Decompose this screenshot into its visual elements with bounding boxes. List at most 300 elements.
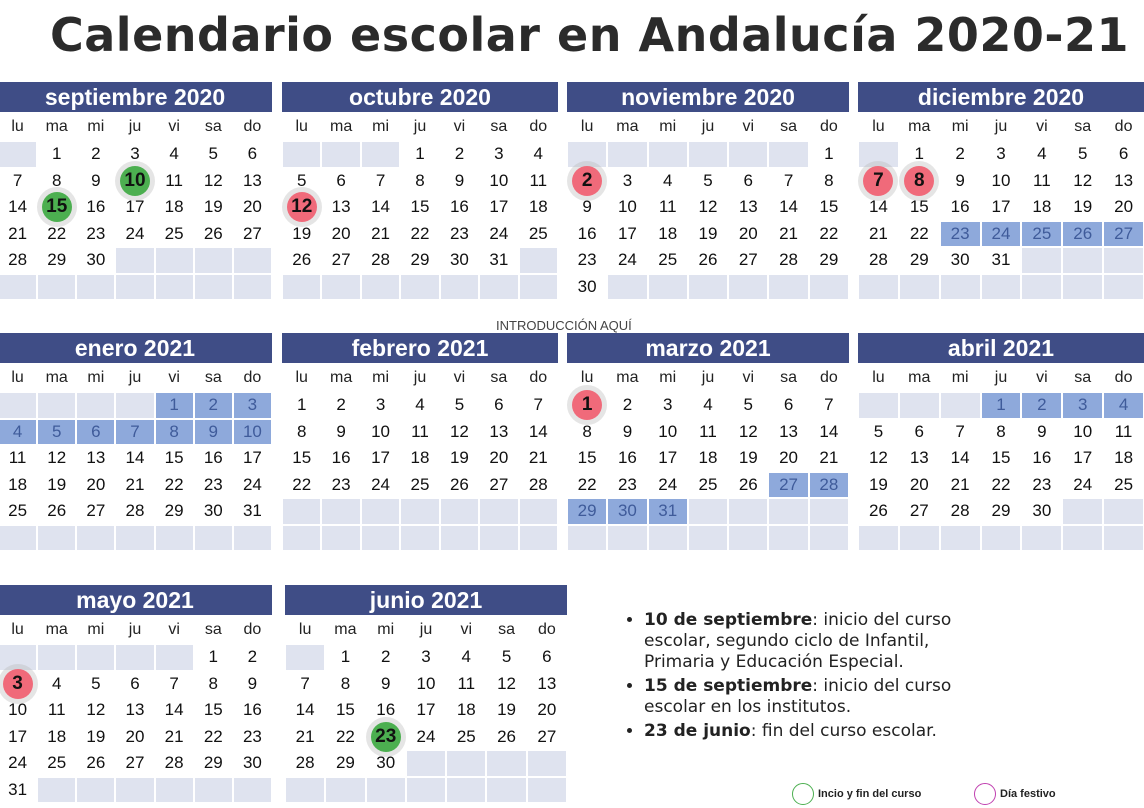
day-cell — [37, 724, 76, 751]
day-number: 25 — [410, 474, 430, 494]
day-cell — [194, 419, 233, 446]
day-number: 3 — [130, 144, 140, 164]
month-header: junio 2021 — [285, 585, 567, 615]
day-number: 10 — [416, 673, 436, 693]
day-cell — [728, 221, 768, 248]
empty-cell — [0, 141, 37, 168]
day-number: 9 — [336, 421, 346, 441]
day-cell — [361, 194, 400, 221]
day-number: 12 — [868, 448, 888, 468]
day-number: 30 — [1032, 501, 1052, 521]
day-number: 18 — [1114, 448, 1134, 468]
day-number: 10 — [658, 421, 678, 441]
day-number: 24 — [416, 726, 436, 746]
day-number: 19 — [47, 474, 67, 494]
weekday-label: sa — [1074, 117, 1092, 135]
day-cell — [0, 724, 37, 751]
day-cell — [285, 671, 325, 698]
day-number: 1 — [51, 144, 62, 164]
empty-cell — [446, 750, 486, 777]
empty-cell — [115, 392, 154, 419]
weekday-label: ma — [45, 117, 68, 135]
month-header: febrero 2021 — [282, 333, 558, 363]
day-cell — [519, 168, 558, 195]
empty-cell — [519, 274, 558, 301]
day-cell — [688, 221, 728, 248]
day-cell — [282, 392, 321, 419]
day-number: 25 — [658, 250, 678, 270]
day-cell — [406, 644, 446, 671]
day-cell — [194, 392, 233, 419]
day-number: 1 — [340, 647, 351, 667]
day-number: 23 — [242, 726, 262, 746]
empty-cell — [37, 644, 76, 671]
day-cell — [440, 194, 479, 221]
day-cell — [400, 247, 439, 274]
weekday-label: mi — [377, 620, 395, 638]
empty-cell — [479, 525, 518, 552]
day-number: 10 — [991, 170, 1011, 190]
day-cell — [809, 221, 849, 248]
day-cell — [400, 419, 439, 446]
day-cell — [440, 141, 479, 168]
weekday-label: vi — [742, 368, 755, 386]
day-cell — [446, 697, 486, 724]
day-cell — [648, 472, 688, 499]
day-number: 10 — [617, 197, 637, 217]
day-number: 24 — [242, 474, 262, 494]
day-number: 17 — [371, 448, 391, 468]
day-cell — [1021, 498, 1062, 525]
day-cell — [899, 141, 940, 168]
day-cell — [115, 445, 154, 472]
day-cell — [194, 724, 233, 751]
day-number: 1 — [914, 144, 924, 164]
day-cell — [76, 419, 115, 446]
day-number: 6 — [130, 673, 140, 693]
day-cell — [858, 472, 899, 499]
weekday-label: lu — [298, 620, 312, 638]
day-number: 21 — [125, 474, 145, 494]
day-number: 30 — [617, 501, 637, 521]
day-number: 14 — [164, 700, 184, 720]
day-number: 20 — [909, 474, 929, 494]
day-number: 5 — [91, 673, 101, 693]
day-number: 3 — [1077, 395, 1088, 415]
day-cell — [607, 221, 647, 248]
day-cell — [115, 697, 154, 724]
day-cell — [155, 697, 194, 724]
day-cell — [479, 194, 518, 221]
day-cell — [155, 221, 194, 248]
day-cell — [37, 194, 76, 221]
day-cell — [155, 168, 194, 195]
day-cell — [981, 445, 1022, 472]
day-number: 16 — [950, 197, 970, 217]
day-cell — [899, 221, 940, 248]
day-cell — [607, 419, 647, 446]
day-cell — [115, 750, 154, 777]
day-cell — [728, 419, 768, 446]
day-cell — [1021, 392, 1062, 419]
day-number: 17 — [1073, 448, 1093, 468]
day-cell — [282, 247, 321, 274]
day-cell — [688, 445, 728, 472]
day-cell — [440, 247, 479, 274]
weekday-label: ma — [330, 368, 353, 386]
empty-cell — [688, 141, 728, 168]
day-cell — [899, 247, 940, 274]
month-header: septiembre 2020 — [0, 82, 272, 112]
weekday-label: mi — [87, 620, 105, 638]
empty-cell — [233, 525, 272, 552]
empty-cell — [940, 392, 981, 419]
empty-cell — [37, 525, 76, 552]
day-number: 4 — [461, 647, 472, 667]
weekday-label: ma — [45, 620, 68, 638]
day-number: 14 — [125, 448, 145, 468]
day-number: 16 — [577, 223, 597, 243]
empty-cell — [607, 141, 647, 168]
month-5 — [282, 333, 558, 551]
day-number: 3 — [247, 395, 258, 415]
day-cell — [440, 419, 479, 446]
note-item: • 15 de septiembre: inicio del curso escolar en los institutos. — [644, 676, 980, 718]
day-number: 3 — [622, 170, 633, 190]
empty-cell — [768, 525, 808, 552]
day-number: 1 — [581, 394, 593, 416]
day-number: 29 — [909, 250, 929, 270]
day-number: 12 — [698, 197, 718, 217]
day-cell — [233, 697, 272, 724]
empty-cell — [155, 247, 194, 274]
day-cell — [1103, 168, 1144, 195]
day-cell — [233, 168, 272, 195]
weekday-label: ma — [334, 620, 357, 638]
day-number: 19 — [497, 700, 517, 720]
empty-cell — [768, 498, 808, 525]
day-cell — [440, 392, 479, 419]
day-number: 25 — [456, 726, 476, 746]
day-number: 17 — [242, 448, 262, 468]
day-cell — [607, 168, 647, 195]
empty-cell — [0, 525, 37, 552]
day-number: 18 — [528, 197, 548, 217]
day-number: 15 — [909, 197, 929, 217]
day-cell — [400, 221, 439, 248]
day-number: 22 — [577, 474, 597, 494]
day-cell — [688, 472, 728, 499]
weekday-label: ju — [413, 368, 427, 386]
empty-cell — [1062, 247, 1103, 274]
day-cell — [194, 168, 233, 195]
day-number: 22 — [909, 223, 929, 243]
month-1 — [282, 82, 558, 300]
weekday-label: ju — [994, 368, 1008, 386]
legend-label: Día festivo — [1000, 788, 1056, 800]
day-number: 18 — [410, 448, 430, 468]
day-cell — [233, 472, 272, 499]
day-number: 14 — [868, 197, 888, 217]
empty-cell — [282, 141, 321, 168]
empty-cell — [233, 247, 272, 274]
day-cell — [1103, 392, 1144, 419]
circle-icon — [974, 783, 996, 805]
day-cell — [1062, 194, 1103, 221]
day-cell — [809, 247, 849, 274]
day-number: 30 — [203, 501, 223, 521]
day-number: 16 — [1032, 448, 1052, 468]
day-cell — [648, 168, 688, 195]
day-cell — [194, 697, 233, 724]
day-cell — [809, 168, 849, 195]
day-number: 29 — [335, 753, 355, 773]
day-number: 8 — [340, 673, 351, 693]
weekday-label: ju — [128, 368, 142, 386]
day-number: 19 — [1073, 197, 1093, 217]
month-4 — [0, 333, 272, 551]
empty-cell — [1021, 247, 1062, 274]
empty-cell — [282, 498, 321, 525]
day-cell — [282, 194, 321, 221]
day-cell — [1021, 141, 1062, 168]
day-cell — [981, 194, 1022, 221]
weekday-label: vi — [453, 368, 466, 386]
day-number: 21 — [950, 474, 970, 494]
day-cell — [981, 392, 1022, 419]
empty-cell — [648, 141, 688, 168]
day-number: 11 — [411, 421, 429, 441]
day-cell — [527, 697, 567, 724]
empty-cell — [981, 274, 1022, 301]
weekday-label: mi — [659, 117, 677, 135]
weekday-label: vi — [1036, 117, 1048, 135]
day-number: 17 — [8, 726, 28, 746]
empty-cell — [981, 525, 1022, 552]
day-number: 11 — [8, 448, 27, 468]
day-cell — [37, 445, 76, 472]
day-cell — [519, 445, 558, 472]
day-cell — [567, 274, 607, 301]
day-cell — [321, 247, 360, 274]
day-cell — [325, 644, 365, 671]
day-number: 16 — [449, 197, 469, 217]
intro-placeholder: INTRODUCCIÓN AQUÍ — [496, 318, 632, 333]
page-title: Calendario escolar en Andalucía 2020-21 — [50, 8, 1130, 62]
day-number: 6 — [743, 170, 754, 190]
day-cell — [479, 141, 518, 168]
weekday-label: ma — [908, 117, 931, 135]
empty-cell — [440, 274, 479, 301]
day-cell — [940, 472, 981, 499]
weekday-label: sa — [204, 117, 222, 135]
day-cell — [115, 141, 154, 168]
month-0 — [0, 82, 272, 300]
month-6 — [567, 333, 849, 551]
empty-cell — [155, 644, 194, 671]
day-number: 23 — [1032, 474, 1052, 494]
legend-label: Incio y fin del curso — [818, 788, 922, 800]
day-number: 15 — [203, 700, 223, 720]
day-cell — [366, 697, 406, 724]
day-cell — [607, 472, 647, 499]
day-number: 5 — [208, 144, 218, 164]
day-number: 29 — [164, 501, 184, 521]
day-number: 11 — [658, 197, 677, 217]
day-number: 3 — [662, 395, 673, 415]
empty-cell — [479, 498, 518, 525]
day-number: 26 — [203, 223, 223, 243]
day-cell — [607, 194, 647, 221]
day-cell — [940, 498, 981, 525]
empty-cell — [688, 498, 728, 525]
day-number: 7 — [783, 170, 794, 190]
day-cell — [1103, 419, 1144, 446]
day-cell — [527, 644, 567, 671]
day-number: 29 — [819, 250, 839, 270]
note-item: • 10 de septiembre: inicio del curso escolar, segundo ciclo de Infantil, Primaria y Educación Especial. — [644, 610, 980, 673]
day-cell — [728, 472, 768, 499]
day-number: 14 — [371, 197, 391, 217]
day-number: 14 — [779, 197, 799, 217]
empty-cell — [0, 392, 37, 419]
day-cell — [607, 392, 647, 419]
day-number: 9 — [247, 673, 258, 693]
day-cell — [115, 472, 154, 499]
day-cell — [155, 392, 194, 419]
day-cell — [321, 419, 360, 446]
day-number: 28 — [819, 474, 839, 494]
day-cell — [567, 221, 607, 248]
day-number: 16 — [86, 197, 106, 217]
day-number: 24 — [371, 474, 391, 494]
day-cell — [728, 247, 768, 274]
day-number: 20 — [242, 197, 262, 217]
day-cell — [768, 194, 808, 221]
day-number: 21 — [779, 223, 799, 243]
day-cell — [940, 221, 981, 248]
day-cell — [567, 392, 607, 419]
day-number: 14 — [819, 421, 839, 441]
legend-start-end — [792, 783, 921, 805]
day-number: 6 — [1118, 144, 1129, 164]
day-number: 22 — [292, 474, 312, 494]
day-number: 26 — [292, 250, 312, 270]
day-number: 12 — [86, 700, 106, 720]
day-cell — [282, 221, 321, 248]
day-number: 7 — [12, 170, 23, 190]
day-cell — [940, 445, 981, 472]
day-number: 16 — [203, 448, 223, 468]
empty-cell — [325, 777, 365, 804]
weekday-label: ju — [128, 620, 142, 638]
day-cell — [76, 724, 115, 751]
empty-cell — [1021, 274, 1062, 301]
day-number: 26 — [738, 474, 758, 494]
day-cell — [479, 168, 518, 195]
day-cell — [76, 168, 115, 195]
day-cell — [519, 419, 558, 446]
day-cell — [361, 419, 400, 446]
empty-cell — [285, 644, 325, 671]
day-cell — [115, 498, 154, 525]
day-number: 7 — [955, 421, 965, 441]
day-cell — [607, 498, 647, 525]
day-number: 2 — [91, 144, 101, 164]
day-cell — [1021, 221, 1062, 248]
day-cell — [400, 141, 439, 168]
empty-cell — [233, 274, 272, 301]
day-number: 26 — [497, 726, 517, 746]
month-7 — [858, 333, 1144, 551]
day-number: 2 — [380, 647, 391, 667]
day-number: 20 — [779, 448, 799, 468]
day-cell — [981, 472, 1022, 499]
day-number: 2 — [955, 144, 965, 164]
day-number: 22 — [203, 726, 223, 746]
empty-cell — [361, 525, 400, 552]
weekday-label: mi — [372, 368, 389, 386]
weekday-label: sa — [490, 117, 508, 135]
day-cell — [76, 697, 115, 724]
empty-cell — [486, 777, 526, 804]
day-number: 3 — [996, 144, 1006, 164]
day-cell — [282, 445, 321, 472]
day-number: 2 — [622, 395, 633, 415]
day-cell — [0, 671, 37, 698]
day-number: 30 — [242, 753, 262, 773]
day-number: 25 — [698, 474, 718, 494]
day-number: 19 — [698, 223, 718, 243]
day-number: 17 — [125, 197, 145, 217]
day-cell — [285, 750, 325, 777]
day-number: 4 — [703, 395, 713, 415]
day-number: 7 — [169, 673, 179, 693]
empty-cell — [233, 777, 272, 804]
day-number: 28 — [950, 501, 970, 521]
day-cell — [567, 419, 607, 446]
day-number: 15 — [335, 700, 355, 720]
empty-cell — [155, 274, 194, 301]
weekday-label: sa — [490, 368, 508, 386]
day-number: 19 — [868, 474, 888, 494]
day-cell — [37, 498, 76, 525]
empty-cell — [400, 498, 439, 525]
day-cell — [233, 419, 272, 446]
empty-cell — [1062, 274, 1103, 301]
day-cell — [155, 472, 194, 499]
day-cell — [233, 671, 272, 698]
day-cell — [194, 194, 233, 221]
empty-cell — [899, 274, 940, 301]
empty-cell — [899, 525, 940, 552]
day-cell — [809, 472, 849, 499]
weekday-label: sa — [780, 368, 798, 386]
day-cell — [648, 247, 688, 274]
day-number: 11 — [1114, 421, 1133, 441]
day-cell — [0, 750, 37, 777]
day-number: 10 — [124, 169, 146, 191]
day-cell — [194, 221, 233, 248]
day-number: 4 — [533, 144, 543, 164]
weekday-label: ma — [330, 117, 353, 135]
weekday-label: mi — [951, 368, 969, 386]
day-number: 4 — [169, 144, 179, 164]
day-cell — [76, 498, 115, 525]
day-cell — [648, 445, 688, 472]
day-number: 3 — [421, 647, 431, 667]
day-number: 9 — [955, 170, 965, 190]
